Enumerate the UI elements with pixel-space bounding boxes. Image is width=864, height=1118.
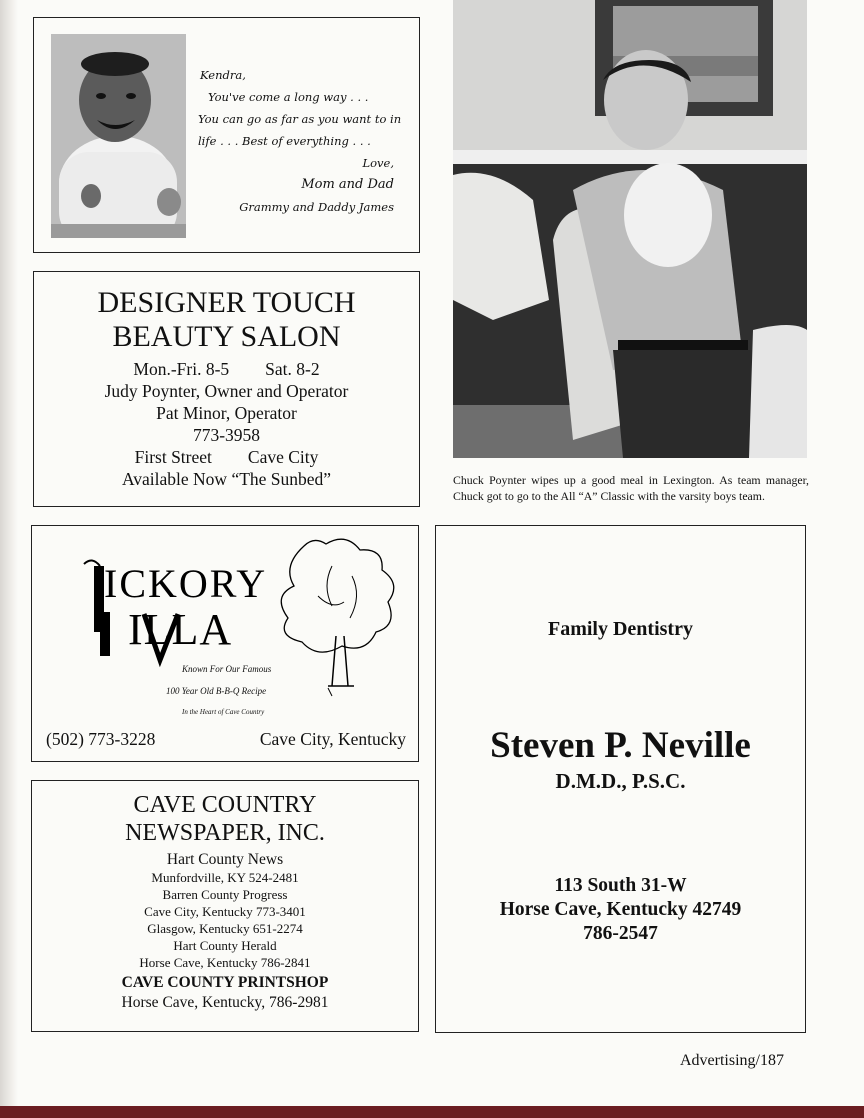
newspaper-paper-3: Hart County Herald: [173, 938, 277, 953]
salon-phone: 773-3958: [192, 425, 261, 445]
hickory-tagline-2: 100 Year Old B-B-Q Recipe: [166, 686, 267, 696]
newspaper-paper-1-info: Munfordville, KY 524-2481: [151, 870, 299, 885]
salon-hours: [34, 358, 419, 380]
hickory-word: ICKORY: [104, 561, 268, 606]
salon-owner: Judy Poynter, Owner and Operator: [104, 381, 349, 401]
dentist-name: Steven P. Neville: [490, 725, 751, 766]
dentist-degree: D.M.D., P.S.C.: [555, 769, 686, 793]
dentist-phone: 786-2547: [583, 923, 658, 944]
binding-strip: [0, 1106, 864, 1118]
salon-promo: Available Now “The Sunbed”: [121, 469, 332, 489]
photo-caption: Chuck Poynter wipes up a good meal in Lexington. As team manager, Chuck got to go to the All “A” Classic with the varsity boys team.: [453, 473, 809, 503]
newspaper-title-line1: CAVE COUNTRY: [133, 792, 317, 818]
dentist-address: [436, 874, 805, 946]
newspaper-ad: [31, 780, 419, 1032]
page-spine-shadow: [0, 0, 18, 1118]
newspaper-paper-2: Barren County Progress: [162, 887, 288, 902]
kendra-line: You've come a long way . . .: [208, 90, 369, 104]
salon-title-line2: BEAUTY SALON: [112, 320, 341, 353]
kendra-line: Kendra,: [200, 68, 246, 82]
salon-location: [34, 446, 419, 468]
newspaper-paper-3-info: Horse Cave, Kentucky 786-2841: [139, 955, 311, 970]
dentist-address-line1: 113 South 31-W: [554, 875, 687, 896]
newspaper-paper-2-info-a: Cave City, Kentucky 773-3401: [144, 904, 306, 919]
kendra-ad: [33, 17, 420, 253]
kendra-line: Grammy and Daddy James: [239, 200, 394, 214]
hickory-phone: (502) 773-3228: [46, 729, 156, 749]
salon-street: First Street: [134, 447, 212, 467]
baby-photo: [51, 34, 186, 238]
beauty-salon-ad: [33, 271, 420, 507]
salon-hours-saturday: Sat. 8-2: [265, 359, 320, 379]
salon-operator: Pat Minor, Operator: [156, 403, 297, 423]
salon-hours-weekday: Mon.-Fri. 8-5: [133, 359, 230, 379]
villa-word: ILLA: [128, 605, 233, 654]
kendra-line: Mom and Dad: [301, 177, 394, 192]
kendra-line: life . . . Best of everything . . .: [198, 134, 371, 148]
newspaper-title-line2: NEWSPAPER, INC.: [125, 820, 325, 846]
printshop-title: CAVE COUNTY PRINTSHOP: [121, 974, 329, 991]
kendra-line: Love,: [362, 156, 394, 170]
newspaper-paper-2-info-b: Glasgow, Kentucky 651-2274: [147, 921, 303, 936]
newspaper-paper-1: Hart County News: [166, 851, 284, 868]
dentistry-heading: Family Dentistry: [548, 618, 693, 640]
page-footer: Advertising/187: [680, 1052, 784, 1069]
kendra-message: [198, 64, 410, 218]
dentist-address-line2: Horse Cave, Kentucky 42749: [499, 899, 742, 920]
salon-title-line1: DESIGNER TOUCH: [97, 286, 356, 319]
printshop-info: Horse Cave, Kentucky, 786-2981: [121, 994, 329, 1011]
dentistry-ad: [435, 525, 806, 1033]
hickory-contact: [46, 729, 406, 750]
kendra-line: You can go as far as you want to in: [198, 112, 402, 126]
hickory-tagline-3: In the Heart of Cave Country: [182, 708, 265, 716]
hickory-villa-ad: [31, 525, 419, 762]
chuck-photo: [453, 0, 807, 458]
salon-city: Cave City: [247, 447, 319, 467]
hickory-location: Cave City, Kentucky: [259, 729, 406, 749]
hickory-tagline-1: Known For Our Famous: [182, 664, 272, 674]
